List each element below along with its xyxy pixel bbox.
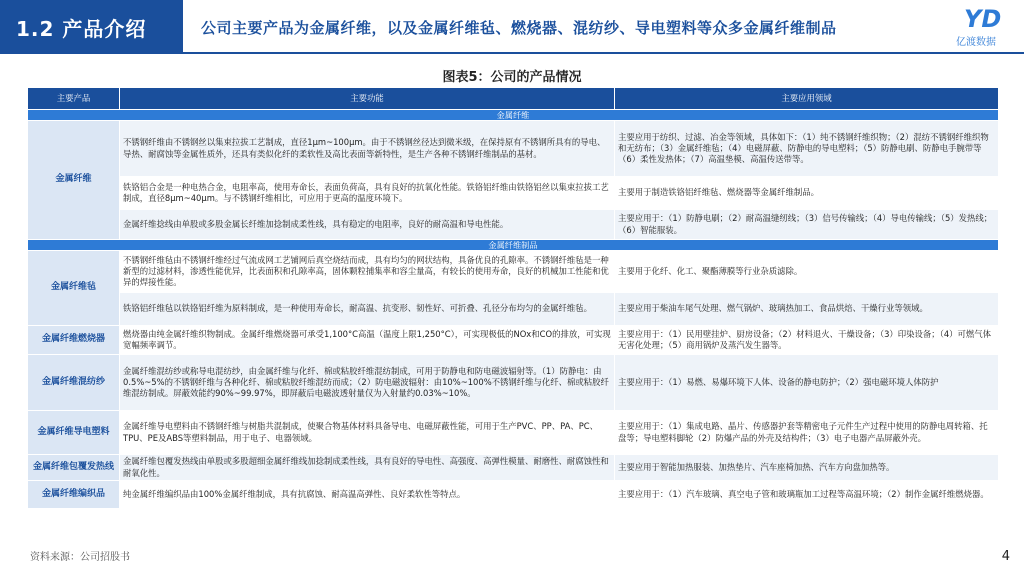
column-header-product: 主要产品 — [28, 88, 120, 110]
function-cell: 燃烧器由纯金属纤维织物制成。金属纤维燃烧器可承受1,100°C高温（温度上限1,250°C），可实现极低的NOx和CO的排放，可实现宽幅频率调节。 — [120, 326, 615, 355]
company-logo — [946, 6, 1020, 50]
function-cell: 金属纤维导电塑料由不锈钢纤维与树脂共混制成，使聚合物基体材料具备导电、电磁屏蔽性能，可用于生产PVC、PP、PA、PC、TPU、PE及ABS等塑料制品，用于电子、电器领域。 — [120, 411, 615, 455]
section-tab — [0, 0, 183, 54]
header-divider — [183, 52, 1024, 54]
product-cell: 金属纤维毡 — [28, 251, 120, 326]
section-title: 1.2 产品介绍 — [16, 17, 147, 41]
function-cell: 铁铬铝合金是一种电热合金，电阻率高，使用寿命长，表面负荷高，具有良好的抗氧化性能。铁铬铝纤维由铁铬铝丝以集束拉拔工艺制成，直径8μm~40μm。与不锈钢纤维相比，可应用于更高的温度环境下。 — [120, 177, 615, 210]
application-cell: 主要用于制造铁铬铝纤维毡、燃烧器等金属纤维制品。 — [615, 177, 999, 210]
section-row-metal-fiber: 金属纤维 — [28, 110, 999, 121]
function-cell: 纯金属纤维编织品由100%金属纤维制成，具有抗腐蚀、耐高温高弹性、良好柔软性等特点。 — [120, 481, 615, 509]
application-cell: 主要应用于：（1）集成电路、晶片、传感器护套等精密电子元件生产过程中使用的防静电周转箱、托盘等；导电塑料脚轮（2）防爆产品的外壳及结构件；（3）电子电器产品屏蔽外壳。 — [615, 411, 999, 455]
logo-mark-icon: YD — [964, 5, 1002, 33]
source-note: 资料来源：公司招股书 — [30, 552, 130, 563]
product-cell: 金属纤维 — [28, 121, 120, 240]
column-header-function: 主要功能 — [120, 88, 615, 110]
function-cell: 金属纤维捻线由单股或多股金属长纤维加捻制成柔性线，具有稳定的电阻率，良好的耐高温和导电性能。 — [120, 210, 615, 240]
function-cell: 不锈钢纤维毡由不锈钢纤维经过气流成网工艺铺网后真空烧结而成，具有均匀的网状结构，具备优良的孔隙率。不锈钢纤维毡是一种新型的过滤材料，渗透性能优异，比表面积和孔隙率高，固体颗粒捕集率和容尘量高，有较长的使用寿命，良好的机械加工性能和优异的焊接性能。 — [120, 251, 615, 293]
section-row-metal-fiber-products: 金属纤维制品 — [28, 240, 999, 251]
application-cell: 主要应用于：（1）防静电刷；（2）耐高温缝纫线；（3）信号传输线；（4）导电传输线；（5）发热线；（6）智能服装。 — [615, 210, 999, 240]
page-title: 公司主要产品为金属纤维，以及金属纤维毡、燃烧器、混纺纱、导电塑料等众多金属纤维制品 — [201, 19, 837, 37]
product-cell: 金属纤维燃烧器 — [28, 326, 120, 355]
application-cell: 主要应用于智能加热服装、加热垫片、汽车座椅加热、汽车方向盘加热等。 — [615, 455, 999, 481]
product-cell: 金属纤维混纺纱 — [28, 355, 120, 411]
application-cell: 主要应用于：（1）易燃、易爆环境下人体、设备的静电防护；（2）强电磁环境人体防护 — [615, 355, 999, 411]
product-cell: 金属纤维包覆发热线 — [28, 455, 120, 481]
product-table — [27, 87, 999, 509]
column-header-application: 主要应用领域 — [615, 88, 999, 110]
function-cell: 铁铬铝纤维毡以铁铬铝纤维为原料制成，是一种使用寿命长，耐高温、抗变形、韧性好、可折叠、孔径分布均匀的金属纤维毡。 — [120, 293, 615, 326]
function-cell: 不锈钢纤维由不锈钢丝以集束拉拔工艺制成，直径1μm~100μm。由于不锈钢丝径达到微米级，在保持原有不锈钢所具有的导电、导热、耐腐蚀等金属性质外，还具有类似化纤的柔软性及高比表面等新特性，是生产各种不锈钢纤维制品的基材。 — [120, 121, 615, 177]
application-cell: 主要应用于：（1）民用壁挂炉、厨房设备；（2）材料退火、干燥设备；（3）印染设备；（4）可燃气体无害化处理；（5）商用锅炉及蒸汽发生器等。 — [615, 326, 999, 355]
application-cell: 主要应用于纺织、过滤、冶金等领域，具体如下：（1）纯不锈钢纤维织物；（2）混纺不锈钢纤维织物和无纺布；（3）金属纤维毡；（4）电磁屏蔽、防静电的导电塑料；（5）防静电刷、防静电手腕带等（6）柔性发热体；（7）高温垫模、高温传送带等。 — [615, 121, 999, 177]
product-cell: 金属纤维编织品 — [28, 481, 120, 509]
logo-text: 亿渡数据 — [956, 37, 996, 48]
page-number: 4 — [1001, 549, 1010, 564]
product-cell: 金属纤维导电塑料 — [28, 411, 120, 455]
figure-caption: 图表5：公司的产品情况 — [442, 70, 582, 85]
application-cell: 主要应用于：（1）汽车玻璃、真空电子管和玻璃瓶加工过程等高温环境；（2）制作金属纤维燃烧器。 — [615, 481, 999, 509]
function-cell: 金属纤维包覆发热线由单股或多股超细金属纤维线加捻制成柔性线，具有良好的导电性、高强度、高弹性模量、耐磨性、耐腐蚀性和耐氧化性。 — [120, 455, 615, 481]
function-cell: 金属纤维混纺纱或称导电混纺纱，由金属纤维与化纤、棉或粘胶纤维混纺制成，可用于防静电和防电磁波辐射等。（1）防静电：由0.5%~5%的不锈钢纤维与各种化纤、棉或粘胶纤维混纺而成；（2）防电磁波辐射：由10%~100%不锈钢纤维与化纤、棉或粘胶纤维混纺制成。屏蔽效能约90%~99.97%，即屏蔽后电磁波透射量仅为入射量约0.03%~10%。 — [120, 355, 615, 411]
application-cell: 主要应用于柴油车尾气处理、燃气锅炉、玻璃热加工、食品烘焙、干燥行业等领域。 — [615, 293, 999, 326]
application-cell: 主要用于化纤、化工、聚酯薄膜等行业杂质滤除。 — [615, 251, 999, 293]
